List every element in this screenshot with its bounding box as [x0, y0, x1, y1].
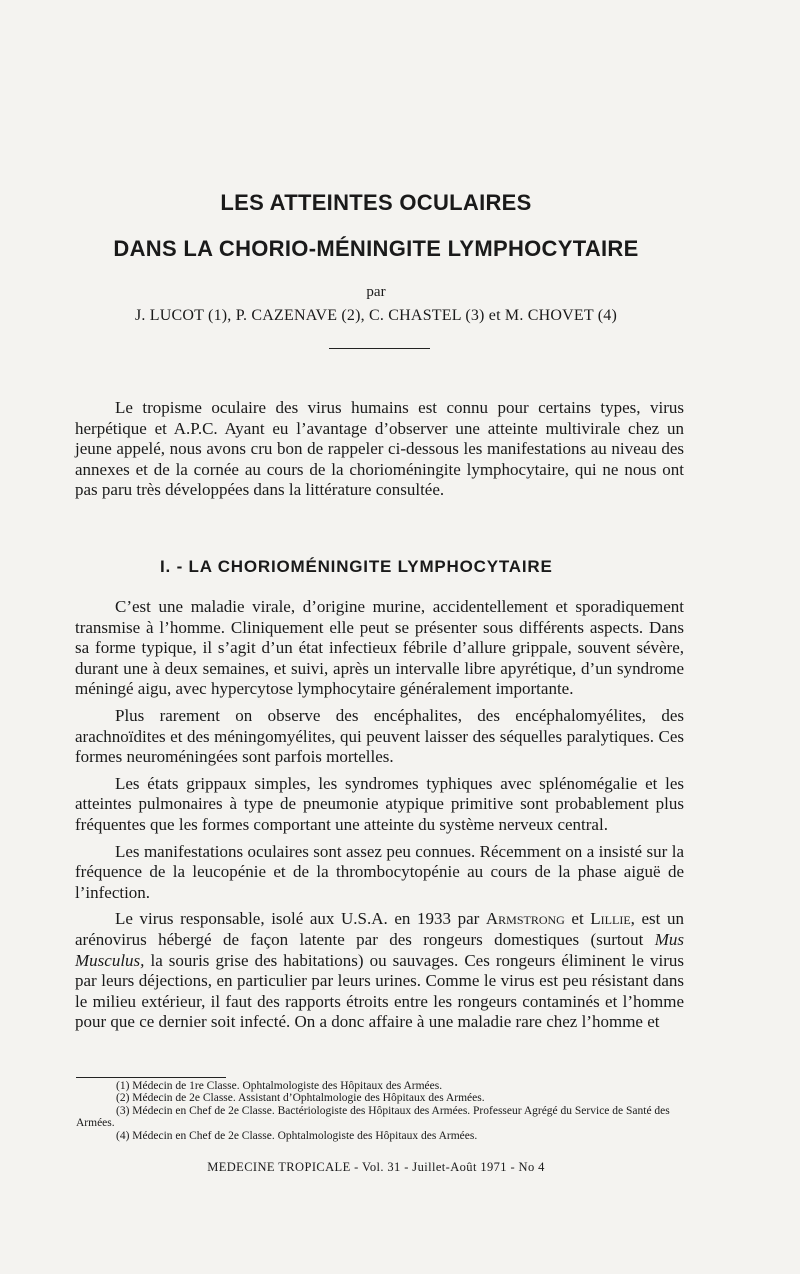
text-run: est un arénovirus hébergé de façon latente par des rongeurs domestiques (surtout [75, 909, 684, 949]
author-name-lillie: Lillie, [590, 909, 635, 929]
text-run: la souris grise des habitations) ou sauvages. Ces rongeurs éliminent le virus par leurs déjections, en particulier par leurs urines. Comme le virus est peu résistant dans le milieu extérieur, il faut des rapports étroits entre les rongeurs contaminés et l’homme pour que ce dernier soit infecté. On a donc affaire à une maladie rare chez l’homme et [75, 950, 684, 1032]
footnote-divider [76, 1077, 226, 1078]
author-list: J. LUCOT (1), P. CAZENAVE (2), C. CHASTEL (3) et M. CHOVET (4) [134, 307, 617, 324]
paragraph: C’est une maladie virale, d’origine murine, accidentellement et sporadiquement transmise à l’homme. Cliniquement elle peut se présenter sous différents aspects. Dans sa forme typique, il s’agit d’un état infectieux fébrile d’allure grippale, souvent sévère, durant une à deux semaines, et suivi, après un intervalle libre apyrétique, d’un syndrome méningé aigu, avec hypercytose lymphocytaire généralement importante. [75, 597, 684, 699]
paragraph: Les états grippaux simples, les syndromes typhiques avec splénomégalie et les atteintes pulmonaires à type de pneumonie atypique primitive sont probablement plus fréquentes que les formes comportant une atteinte du système nerveux central. [75, 773, 684, 834]
species-name: Mus Musculus, [75, 929, 684, 970]
text-run: Le virus responsable, isolé aux U.S.A. en 1933 par [115, 909, 486, 929]
article-title-line-1: LES ATTEINTES OCULAIRES [220, 190, 532, 215]
footnote: (3) Médecin en Chef de 2e Classe. Bactériologiste des Hôpitaux des Armées. Professeur Agrégé du Service de Santé des Armées. [76, 1104, 670, 1130]
footnote: (2) Médecin de 2e Classe. Assistant d’Ophtalmologie des Hôpitaux des Armées. [116, 1092, 485, 1105]
footnote: (1) Médecin de 1re Classe. Ophtalmologiste des Hôpitaux des Armées. [116, 1080, 443, 1092]
abstract [75, 398, 684, 507]
footnotes [76, 1080, 684, 1142]
section-heading: I. - LA CHORIOMÉNINGITE LYMPHOCYTAIRE [160, 557, 553, 576]
paragraph: Plus rarement on observe des encéphalites, des encéphalomyélites, des arachnoïdites et des méningomyélites, qui peuvent laisser des séquelles paralytiques. Ces formes neuroméningées sont parfois mortelles. [75, 705, 684, 767]
paragraph: Les manifestations oculaires sont assez peu connues. Récemment on a insisté sur la fréquence de la leucopénie et de la thrombocytopénie au cours de la phase aiguë de l’infection. [75, 841, 684, 902]
abstract-paragraph: Le tropisme oculaire des virus humains est connu pour certains types, virus herpétique et A.P.C. Ayant eu l’avantage d’observer une atteinte multivirale chez un jeune appelé, nous avons cru bon de rappeler ci-dessous les manifestations au niveau des annexes et de la cornée au cours de la chorioméningite lymphocytaire, qui ne nous ont pas paru très développées dans la littérature consultée. [75, 398, 684, 500]
title-divider [329, 348, 430, 349]
text-run: et [564, 909, 591, 929]
byline-par: par [366, 284, 386, 300]
section-body [75, 597, 684, 1039]
paragraph-virus [75, 909, 684, 1033]
article-title-line-2: DANS LA CHORIO-MÉNINGITE LYMPHOCYTAIRE [113, 236, 639, 261]
footnote: (4) Médecin en Chef de 2e Classe. Ophtalmologiste des Hôpitaux des Armées. [116, 1129, 478, 1142]
journal-footer: MEDECINE TROPICALE - Vol. 31 - Juillet-Août 1971 - No 4 [207, 1160, 545, 1174]
author-name-armstrong: Armstrong [485, 909, 565, 929]
